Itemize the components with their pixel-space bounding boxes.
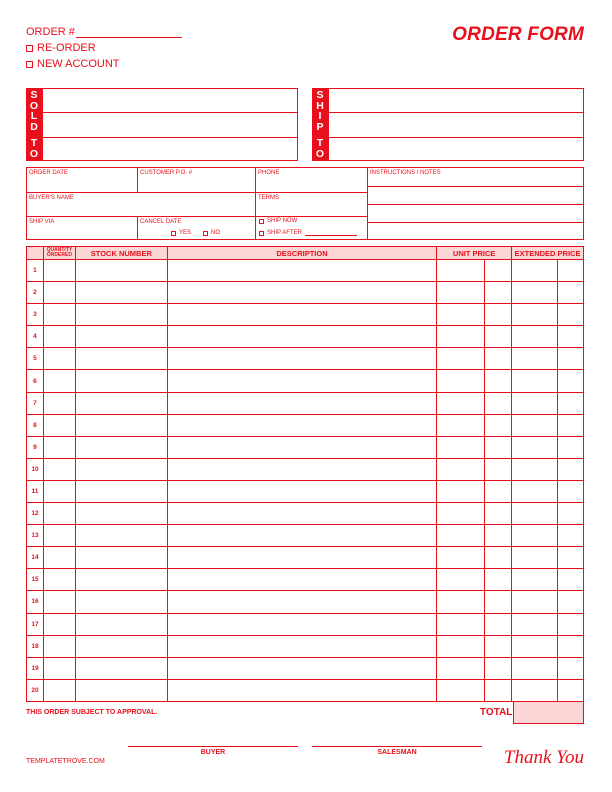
unit-price-dollars-cell[interactable] [437,348,485,369]
quantity-cell[interactable] [44,348,76,369]
ship-now-option[interactable] [259,218,297,224]
stock-number-cell[interactable] [76,437,168,458]
extended-price-dollars-cell[interactable] [512,459,558,480]
row-number-cell: 9 [27,437,44,458]
unit-price-dollars-cell[interactable] [437,614,485,635]
sold-to-letter: O [29,99,39,112]
unit-price-cents-cell[interactable] [485,503,512,524]
quantity-header-line2: ORDERED [46,252,72,258]
unit-price-cents-cell[interactable] [485,282,512,303]
ship-after-date-line[interactable] [305,230,357,236]
row-number-cell: 20 [27,680,44,701]
extended-price-dollars-cell[interactable] [512,370,558,391]
row-number-cell: 11 [27,481,44,502]
order-number-field[interactable] [76,37,182,38]
row-number-cell: 1 [27,260,44,281]
quantity-cell[interactable] [44,503,76,524]
extended-price-cents-cell[interactable] [558,569,583,590]
stock-number-cell[interactable] [76,614,168,635]
extended-price-header: EXTENDED PRICE [512,247,583,259]
cancel-no-option[interactable] [203,230,220,236]
extended-price-cents-cell[interactable] [558,658,583,679]
customer-po-field[interactable] [138,168,256,193]
unit-price-cents-cell[interactable] [485,547,512,568]
table-row [27,568,583,590]
row-number-cell: 19 [27,658,44,679]
extended-price-dollars-cell[interactable] [512,260,558,281]
description-cell[interactable] [168,459,438,480]
unit-price-cents-cell[interactable] [485,614,512,635]
order-date-field[interactable] [27,168,138,193]
extended-price-cents-cell[interactable] [558,304,583,325]
sold-to-section [26,88,298,161]
extended-price-dollars-cell[interactable] [512,680,558,701]
stock-number-cell[interactable] [76,658,168,679]
ship-via-label: SHIP VIA [29,219,55,225]
quantity-cell[interactable] [44,282,76,303]
description-cell[interactable] [168,547,438,568]
cancel-no-checkbox[interactable] [203,231,208,236]
row-number-cell: 6 [27,370,44,391]
approval-note: THIS ORDER SUBJECT TO APPROVAL. [26,709,158,716]
instructions-field[interactable] [368,168,584,240]
phone-field[interactable] [256,168,368,193]
description-cell[interactable] [168,393,438,414]
reorder-label: RE-ORDER [37,42,96,54]
extended-price-cents-cell[interactable] [558,393,583,414]
ship-to-line-2[interactable] [329,113,583,137]
quantity-cell[interactable] [44,415,76,436]
new-account-label: NEW ACCOUNT [37,58,120,70]
description-cell[interactable] [168,658,438,679]
buyers-name-field[interactable] [27,193,256,217]
table-row [27,392,583,414]
sold-to-letter: O [29,147,39,160]
extended-price-cents-cell[interactable] [558,636,583,657]
extended-price-dollars-cell[interactable] [512,569,558,590]
sold-to-letter: S [30,89,38,101]
extended-price-dollars-cell[interactable] [512,658,558,679]
instructions-line [368,222,584,223]
description-cell[interactable] [168,503,438,524]
table-row [27,613,583,635]
ship-now-checkbox[interactable] [259,219,264,224]
unit-price-dollars-cell[interactable] [437,415,485,436]
description-cell[interactable] [168,591,438,612]
order-number-label: ORDER # [26,26,75,38]
extended-price-cents-cell[interactable] [558,348,583,369]
instructions-line [368,186,584,187]
unit-price-dollars-cell[interactable] [437,503,485,524]
unit-price-cents-cell[interactable] [485,260,512,281]
ship-to-letter: O [315,147,325,160]
quantity-cell[interactable] [44,437,76,458]
description-cell[interactable] [168,326,438,347]
extended-price-dollars-cell[interactable] [512,348,558,369]
quantity-cell[interactable] [44,326,76,347]
unit-price-cents-cell[interactable] [485,304,512,325]
stock-number-cell[interactable] [76,591,168,612]
row-number-cell: 14 [27,547,44,568]
unit-price-cents-cell[interactable] [485,658,512,679]
ship-to-box [328,88,584,161]
stock-number-cell[interactable] [76,260,168,281]
ship-after-label: SHIP AFTER [267,230,302,236]
extended-price-dollars-cell[interactable] [512,503,558,524]
unit-price-dollars-cell[interactable] [437,481,485,502]
row-number-cell: 5 [27,348,44,369]
sold-to-box [42,88,298,161]
row-number-cell: 4 [27,326,44,347]
table-row [27,303,583,325]
stock-number-cell[interactable] [76,547,168,568]
cancel-date-field[interactable] [138,217,256,240]
table-row [27,414,583,436]
buyer-label: BUYER [200,749,226,756]
stock-number-header: STOCK NUMBER [76,247,168,259]
quantity-cell[interactable] [44,591,76,612]
order-items-table [26,246,584,702]
table-row [27,524,583,546]
salesman-signature-line[interactable] [312,746,482,747]
table-row [27,259,583,281]
unit-price-cents-cell[interactable] [485,636,512,657]
extended-price-cents-cell[interactable] [558,591,583,612]
quantity-cell[interactable] [44,636,76,657]
new-account-option[interactable] [26,58,120,70]
sold-to-line-1[interactable] [43,89,297,113]
stock-number-cell[interactable] [76,459,168,480]
unit-price-dollars-cell[interactable] [437,282,485,303]
unit-price-cents-cell[interactable] [485,415,512,436]
stock-number-cell[interactable] [76,415,168,436]
description-cell[interactable] [168,304,438,325]
description-cell[interactable] [168,437,438,458]
sold-to-letter: T [30,137,38,149]
unit-price-dollars-cell[interactable] [437,569,485,590]
row-number-cell: 3 [27,304,44,325]
unit-price-dollars-cell[interactable] [437,547,485,568]
row-number-cell: 7 [27,393,44,414]
extended-price-cents-cell[interactable] [558,525,583,546]
ship-to-letter: S [316,89,324,101]
extended-price-cents-cell[interactable] [558,481,583,502]
unit-price-cents-cell[interactable] [485,326,512,347]
terms-label: TERMS [258,195,279,201]
description-cell[interactable] [168,481,438,502]
description-cell[interactable] [168,260,438,281]
reorder-checkbox[interactable] [26,45,33,52]
table-row [27,436,583,458]
cancel-date-label: CANCEL DATE [140,219,182,225]
instructions-label: INSTRUCTIONS / NOTES [370,170,441,176]
cancel-yes-option[interactable] [171,230,191,236]
description-cell[interactable] [168,282,438,303]
table-row [27,458,583,480]
quantity-cell[interactable] [44,525,76,546]
quantity-header-line1: QUANTITY [46,247,73,253]
page-title: ORDER FORM [452,24,584,45]
stock-number-cell[interactable] [76,282,168,303]
customer-po-label: CUSTOMER P.O. # [140,170,193,176]
unit-price-cents-cell[interactable] [485,591,512,612]
unit-price-dollars-cell[interactable] [437,326,485,347]
table-row [27,546,583,568]
extended-price-dollars-cell[interactable] [512,304,558,325]
unit-price-dollars-cell[interactable] [437,393,485,414]
unit-price-dollars-cell[interactable] [437,525,485,546]
stock-number-cell[interactable] [76,680,168,701]
stock-number-cell[interactable] [76,481,168,502]
stock-number-cell[interactable] [76,370,168,391]
buyer-signature-line[interactable] [128,746,298,747]
extended-price-cents-cell[interactable] [558,459,583,480]
row-number-header [27,247,44,259]
sold-to-label-bar [26,88,42,161]
phone-label: PHONE [258,170,280,176]
unit-price-cents-cell[interactable] [485,569,512,590]
description-cell[interactable] [168,348,438,369]
total-label: TOTAL [480,707,513,718]
extended-price-dollars-cell[interactable] [512,525,558,546]
row-number-cell: 13 [27,525,44,546]
unit-price-dollars-cell[interactable] [437,370,485,391]
sold-to-line-3[interactable] [43,138,297,162]
stock-number-cell[interactable] [76,503,168,524]
ship-now-label: SHIP NOW [267,218,298,224]
ship-to-line-3[interactable] [329,138,583,162]
row-number-cell: 18 [27,636,44,657]
quantity-cell[interactable] [44,370,76,391]
stock-number-cell[interactable] [76,304,168,325]
quantity-cell[interactable] [44,304,76,325]
table-row [27,657,583,679]
sold-to-line-2[interactable] [43,113,297,137]
table-row [27,281,583,303]
new-account-checkbox[interactable] [26,61,33,68]
unit-price-dollars-cell[interactable] [437,260,485,281]
extended-price-dollars-cell[interactable] [512,326,558,347]
extended-price-cents-cell[interactable] [558,614,583,635]
instructions-line [368,204,584,205]
unit-price-cents-cell[interactable] [485,348,512,369]
unit-price-dollars-cell[interactable] [437,636,485,657]
description-header: DESCRIPTION [168,247,438,259]
extended-price-cents-cell[interactable] [558,370,583,391]
unit-price-cents-cell[interactable] [485,459,512,480]
description-cell[interactable] [168,680,438,701]
ship-to-label-bar [312,88,328,161]
description-cell[interactable] [168,569,438,590]
ship-via-field[interactable] [27,217,138,240]
extended-price-dollars-cell[interactable] [512,393,558,414]
extended-price-dollars-cell[interactable] [512,591,558,612]
stock-number-cell[interactable] [76,569,168,590]
extended-price-cents-cell[interactable] [558,437,583,458]
table-row [27,369,583,391]
stock-number-cell[interactable] [76,525,168,546]
description-cell[interactable] [168,636,438,657]
extended-price-cents-cell[interactable] [558,282,583,303]
ship-after-checkbox[interactable] [259,231,264,236]
table-row [27,635,583,657]
table-row [27,347,583,369]
row-number-cell: 10 [27,459,44,480]
ship-to-letter: T [316,137,324,149]
table-body [27,259,583,701]
table-row [27,679,583,701]
stock-number-cell[interactable] [76,326,168,347]
unit-price-header: UNIT PRICE [437,247,512,259]
order-date-label: ORDER DATE [29,170,68,176]
unit-price-dollars-cell[interactable] [437,591,485,612]
row-number-cell: 12 [27,503,44,524]
extended-price-cents-cell[interactable] [558,260,583,281]
unit-price-dollars-cell[interactable] [437,459,485,480]
salesman-label: SALESMAN [377,749,417,756]
extended-price-cents-cell[interactable] [558,680,583,701]
ship-to-section [312,88,584,161]
table-row [27,325,583,347]
unit-price-dollars-cell[interactable] [437,658,485,679]
extended-price-cents-cell[interactable] [558,326,583,347]
ship-to-line-1[interactable] [329,89,583,113]
order-info-grid [26,167,584,240]
buyers-name-label: BUYER'S NAME [29,195,74,201]
unit-price-dollars-cell[interactable] [437,304,485,325]
extended-price-dollars-cell[interactable] [512,636,558,657]
extended-price-dollars-cell[interactable] [512,437,558,458]
quantity-cell[interactable] [44,393,76,414]
terms-field[interactable] [256,193,368,217]
thank-you-text: Thank You [503,747,584,768]
ship-to-letter: P [316,120,324,133]
cancel-no-label: NO [211,230,220,236]
ship-timing-field [256,217,368,240]
quantity-cell[interactable] [44,680,76,701]
quantity-cell[interactable] [44,614,76,635]
extended-price-cents-cell[interactable] [558,503,583,524]
quantity-cell[interactable] [44,260,76,281]
description-cell[interactable] [168,614,438,635]
quantity-cell[interactable] [44,459,76,480]
description-cell[interactable] [168,415,438,436]
stock-number-cell[interactable] [76,348,168,369]
ship-to-letter: I [318,110,322,122]
extended-price-dollars-cell[interactable] [512,614,558,635]
unit-price-dollars-cell[interactable] [437,437,485,458]
quantity-cell[interactable] [44,547,76,568]
description-cell[interactable] [168,370,438,391]
stock-number-cell[interactable] [76,393,168,414]
table-header-row [27,247,583,259]
table-row [27,502,583,524]
total-field[interactable] [513,701,584,724]
row-number-cell: 17 [27,614,44,635]
description-cell[interactable] [168,525,438,546]
cancel-yes-checkbox[interactable] [171,231,176,236]
extended-price-dollars-cell[interactable] [512,547,558,568]
unit-price-cents-cell[interactable] [485,481,512,502]
reorder-option[interactable] [26,42,96,54]
ship-to-letter: H [316,99,324,112]
table-row [27,590,583,612]
table-row [27,480,583,502]
website-label: TEMPLATETROVE.COM [26,758,105,765]
row-number-cell: 15 [27,569,44,590]
unit-price-dollars-cell[interactable] [437,680,485,701]
stock-number-cell[interactable] [76,636,168,657]
sold-to-letter: L [30,110,38,122]
row-number-cell: 8 [27,415,44,436]
ship-after-option[interactable] [259,230,357,236]
quantity-cell[interactable] [44,569,76,590]
unit-price-cents-cell[interactable] [485,393,512,414]
extended-price-dollars-cell[interactable] [512,481,558,502]
extended-price-cents-cell[interactable] [558,547,583,568]
extended-price-dollars-cell[interactable] [512,282,558,303]
extended-price-dollars-cell[interactable] [512,415,558,436]
row-number-cell: 2 [27,282,44,303]
quantity-cell[interactable] [44,481,76,502]
unit-price-cents-cell[interactable] [485,680,512,701]
quantity-cell[interactable] [44,658,76,679]
unit-price-cents-cell[interactable] [485,370,512,391]
unit-price-cents-cell[interactable] [485,437,512,458]
extended-price-cents-cell[interactable] [558,415,583,436]
cancel-yes-label: YES [179,230,192,236]
sold-to-letter: D [30,120,38,133]
row-number-cell: 16 [27,591,44,612]
unit-price-cents-cell[interactable] [485,525,512,546]
quantity-header [44,247,76,259]
